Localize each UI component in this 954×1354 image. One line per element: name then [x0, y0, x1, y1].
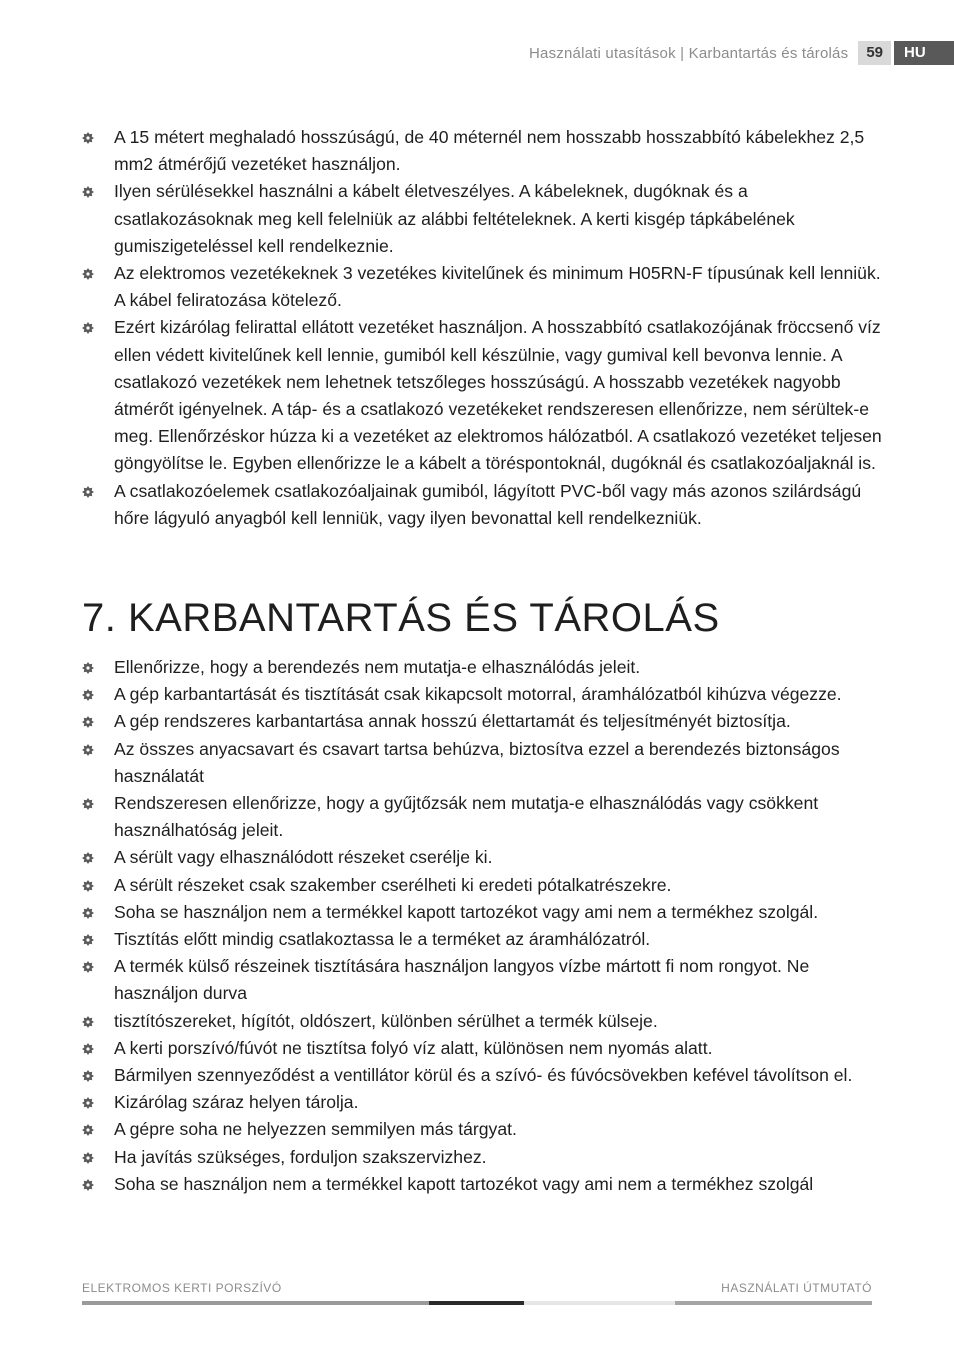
list-item-text: Ezért kizárólag felirattal ellátott vezetéket használjon. A hosszabbító csatlakozójának fröccsenő víz ellen védett kivitelűnek kell lennie, gumiból kell készülnie, vagy gumival kell bevonva lennie. A csatlakozó vezetékek nem lehetnek tetszőleges hosszúságú. A hosszabb vezetékek nagyobb átmérőt igényelnek. A táp- és a csatlakozó vezetékeket rendszeresen ellenőrizze, nem sérültek-e meg. Ellenőrzéskor húzza ki a vezetéket az elektromos hálózatból. A csatlakozó vezetéket teljesen göngyölítse le. Egyben ellenőrizze le a kábelt a töréspontoknál, dugóknál és csatlakozóaljaknál is.: [114, 317, 882, 474]
list-item: [82, 708, 882, 735]
gear-bullet-icon: [82, 1152, 94, 1164]
list-item-text: A gép rendszeres karbantartása annak hosszú élettartamát és teljesítményét biztosítja.: [114, 711, 791, 732]
list-item: [82, 1062, 882, 1089]
header-title: Használati utasítások | Karbantartás és tárolás: [529, 44, 849, 62]
gear-bullet-icon: [82, 1043, 94, 1055]
list-item: [82, 1008, 882, 1035]
section-title: 7. KARBANTARTÁS ÉS TÁROLÁS: [82, 596, 720, 640]
list-item-text: Soha se használjon nem a termékkel kapott tartozékot vagy ami nem a termékhez szolgál: [114, 1173, 814, 1194]
footer-rule-segment: [524, 1301, 675, 1305]
list-item-text: A sérült vagy elhasználódott részeket cserélje ki.: [114, 847, 493, 868]
gear-bullet-icon: [82, 486, 94, 498]
gear-bullet-icon: [82, 961, 94, 973]
gear-bullet-icon: [82, 689, 94, 701]
list-item-text: A 15 métert meghaladó hosszúságú, de 40 méternél nem hosszabb hosszabbító kábelekhez 2,5 mm2 átmérőjű vezetéket használjon.: [114, 127, 865, 175]
gear-bullet-icon: [82, 744, 94, 756]
cable-requirements-list: [82, 124, 882, 532]
list-item-text: Ilyen sérülésekkel használni a kábelt életveszélyes. A kábeleknek, dugóknak és a csatlakozásoknak meg kell felelniük az alábbi feltételeknek. A kerti kisgép tápkábelének gumiszigeteléssel kell rendelkeznie.: [114, 181, 795, 256]
list-item: [82, 899, 882, 926]
page-number: 59: [858, 41, 891, 65]
gear-bullet-icon: [82, 798, 94, 810]
list-item-text: Az összes anyacsavart és csavart tartsa behúzva, biztosítva ezzel a berendezés biztonságos használatát: [114, 738, 840, 786]
list-item: [82, 1089, 882, 1116]
gear-bullet-icon: [82, 662, 94, 674]
footer-rule-segment: [82, 1301, 429, 1305]
gear-bullet-icon: [82, 132, 94, 144]
page-header: [529, 41, 954, 65]
list-item-text: A gép karbantartását és tisztítását csak kikapcsolt motorral, áramhálózatból kihúzva végezze.: [114, 684, 842, 705]
footer-rule-segment: [429, 1301, 524, 1305]
list-item-text: Tisztítás előtt mindig csatlakoztassa le a terméket az áramhálózatról.: [114, 929, 651, 950]
gear-bullet-icon: [82, 934, 94, 946]
list-item: [82, 790, 882, 844]
list-item-text: A gépre soha ne helyezzen semmilyen más tárgyat.: [114, 1119, 517, 1140]
list-item-text: A kerti porszívó/fúvót ne tisztítsa folyó víz alatt, különösen nem nyomás alatt.: [114, 1037, 713, 1058]
list-item: [82, 1116, 882, 1143]
maintenance-list: [82, 654, 882, 1198]
list-item-text: Kizárólag száraz helyen tárolja.: [114, 1092, 359, 1113]
list-item: [82, 124, 882, 178]
gear-bullet-icon: [82, 716, 94, 728]
gear-bullet-icon: [82, 1124, 94, 1136]
list-item-text: A termék külső részeinek tisztítására használjon langyos vízbe mártott fi nom rongyot. Ne használjon durva: [114, 956, 810, 1004]
gear-bullet-icon: [82, 322, 94, 334]
list-item-text: A sérült részeket csak szakember cserélheti ki eredeti pótalkatrészekre.: [114, 874, 672, 895]
list-item: [82, 1171, 882, 1198]
gear-bullet-icon: [82, 1016, 94, 1028]
footer-rule-segment: [675, 1301, 872, 1305]
list-item-text: tisztítószereket, hígítót, oldószert, különben sérülhet a termék külseje.: [114, 1010, 658, 1031]
list-item: [82, 314, 882, 477]
list-item: [82, 1144, 882, 1171]
list-item: [82, 953, 882, 1007]
list-item: [82, 654, 882, 681]
gear-bullet-icon: [82, 880, 94, 892]
gear-bullet-icon: [82, 907, 94, 919]
gear-bullet-icon: [82, 1097, 94, 1109]
list-item: [82, 872, 882, 899]
list-item: [82, 178, 882, 260]
list-item: [82, 478, 882, 532]
list-item-text: Ha javítás szükséges, forduljon szakszervizhez.: [114, 1146, 487, 1167]
list-item: [82, 1035, 882, 1062]
list-item-text: Rendszeresen ellenőrizze, hogy a gyűjtőzsák nem mutatja-e elhasználódás vagy csökkent használhatóság jeleit.: [114, 793, 819, 841]
gear-bullet-icon: [82, 852, 94, 864]
footer-manual-label: HASZNÁLATI ÚTMUTATÓ: [721, 1281, 872, 1295]
list-item-text: Ellenőrizze, hogy a berendezés nem mutatja-e elhasználódás jeleit.: [114, 657, 641, 677]
list-item-text: Bármilyen szennyeződést a ventillátor körül és a szívó- és fúvócsövekben kefével távolítson el.: [114, 1065, 853, 1086]
footer-product-name: ELEKTROMOS KERTI PORSZÍVÓ: [82, 1281, 282, 1295]
list-item: [82, 926, 882, 953]
gear-bullet-icon: [82, 268, 94, 280]
gear-bullet-icon: [82, 1070, 94, 1082]
language-badge: HU: [894, 41, 954, 65]
gear-bullet-icon: [82, 186, 94, 198]
list-item-text: Soha se használjon nem a termékkel kapott tartozékot vagy ami nem a termékhez szolgál.: [114, 901, 819, 922]
list-item-text: A csatlakozóelemek csatlakozóaljainak gumiból, lágyított PVC-ből vagy más azonos szilárdságú hőre lágyuló anyagból kell lenniük, vagy ilyen bevonattal kell rendelkezniük.: [114, 480, 862, 528]
list-item-text: Az elektromos vezetékeknek 3 vezetékes kivitelűnek és minimum H05RN-F típusúnak kell lenniük. A kábel feliratozása kötelező.: [114, 263, 881, 311]
gear-bullet-icon: [82, 1179, 94, 1191]
list-item: [82, 260, 882, 314]
list-item: [82, 681, 882, 708]
list-item: [82, 736, 882, 790]
list-item: [82, 844, 882, 871]
